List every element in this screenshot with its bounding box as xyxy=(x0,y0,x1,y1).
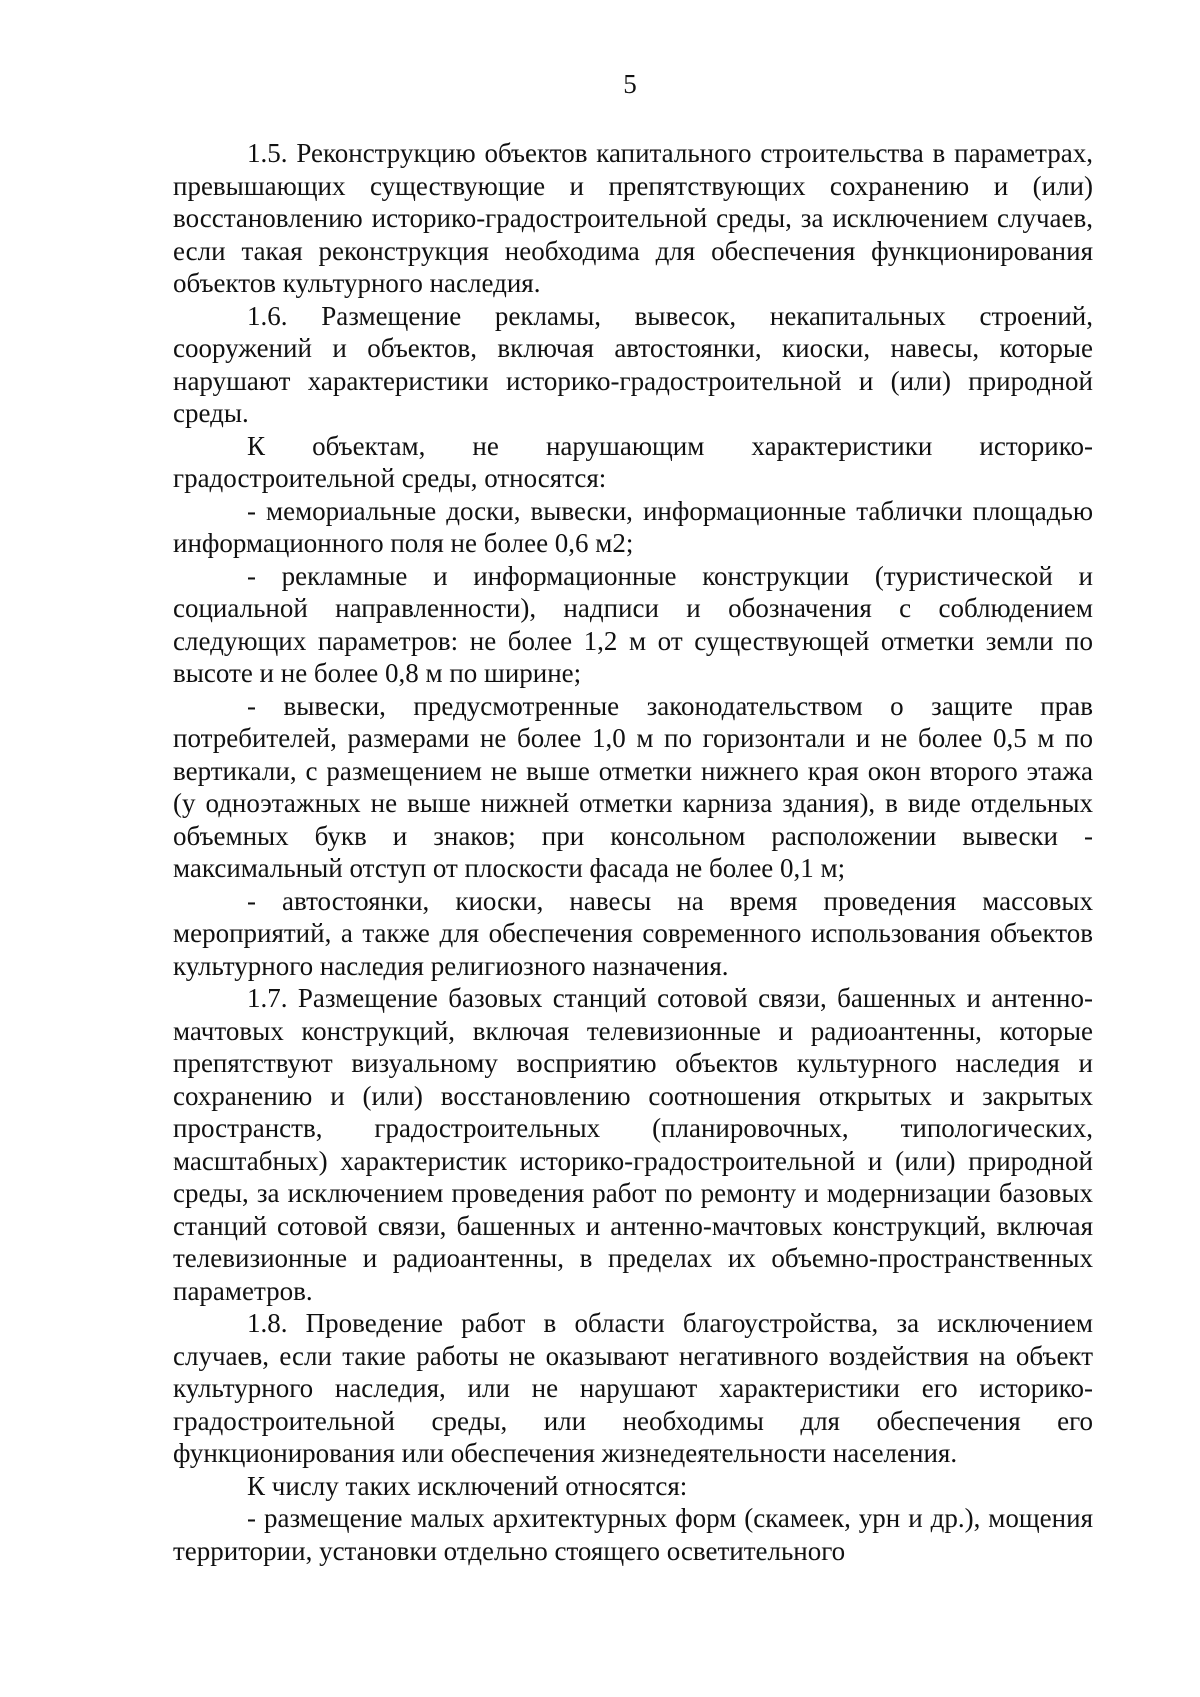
paragraph-non-violating-objects-intro: К объектам, не нарушающим характеристики историко-градостроительной среды, относятся: xyxy=(173,430,1093,493)
list-item-memorial-plaques: - мемориальные доски, вывески, информационные таблички площадью информационного поля не более 0,6 м2; xyxy=(173,495,1093,558)
list-item-consumer-signs: - вывески, предусмотренные законодательством о защите прав потребителей, размерами не более 1,0 м по горизонтали и не более 0,5 м по вертикали, с размещением не выше отметки нижнего края окон второго этажа (у одноэтажных не выше нижней отметки карниза здания), в виде отдельных объемных букв и знаков; при консольном расположении вывески - максимальный отступ от плоскости фасада не более 0,1 м; xyxy=(173,690,1093,883)
paragraph-exceptions-intro: К числу таких исключений относятся: xyxy=(247,1470,688,1501)
paragraph-1-5: 1.5. Реконструкцию объектов капитального строительства в параметрах, превышающих существующие и препятствующих сохранению и (или) восстановлению историко-градостроительной среды, за исключением случаев, если такая реконструкция необходима для обеспечения функционирования объектов культурного наследия. xyxy=(173,138,1093,298)
document-body xyxy=(173,137,1093,1567)
paragraph-1-7: 1.7. Размещение базовых станций сотовой связи, башенных и антенно-мачтовых конструкций, включая телевизионные и радиоантенны, которые препятствуют визуальному восприятию объектов культурного наследия и сохранению и (или) восстановлению соотношения открытых и закрытых пространств, градостроительных (планировочных, типологических, масштабных) характеристик историко-градостроительной и (или) природной среды, за исключением проведения работ по ремонту и модернизации базовых станций сотовой связи, башенных и антенно-мачтовых конструкций, включая телевизионные и радиоантенны, в пределах их объемно-пространственных параметров. xyxy=(173,983,1093,1306)
list-item-small-architectural-forms: - размещение малых архитектурных форм (скамеек, урн и др.), мощения территории, установки отдельно стоящего осветительного xyxy=(173,1503,1093,1566)
list-item-advertising-structures: - рекламные и информационные конструкции (туристической и социальной направленности), надписи и обозначения с соблюдением следующих параметров: не более 1,2 м от существующей отметки земли по высоте и не более 0,8 м по ширине; xyxy=(173,560,1093,688)
paragraph-1-6: 1.6. Размещение рекламы, вывесок, некапитальных строений, сооружений и объектов, включая автостоянки, киоски, навесы, которые нарушают характеристики историко-градостроительной и (или) природной среды. xyxy=(173,300,1093,428)
page-number: 5 xyxy=(623,69,637,99)
list-item-temporary-structures: - автостоянки, киоски, навесы на время проведения массовых мероприятий, а также для обеспечения современного использования объектов культурного наследия религиозного назначения. xyxy=(173,885,1093,981)
paragraph-1-8: 1.8. Проведение работ в области благоустройства, за исключением случаев, если такие работы не оказывают негативного воздействия на объект культурного наследия, или не нарушают характеристики его историко-градостроительной среды, или необходимы для обеспечения его функционирования или обеспечения жизнедеятельности населения. xyxy=(173,1308,1093,1468)
